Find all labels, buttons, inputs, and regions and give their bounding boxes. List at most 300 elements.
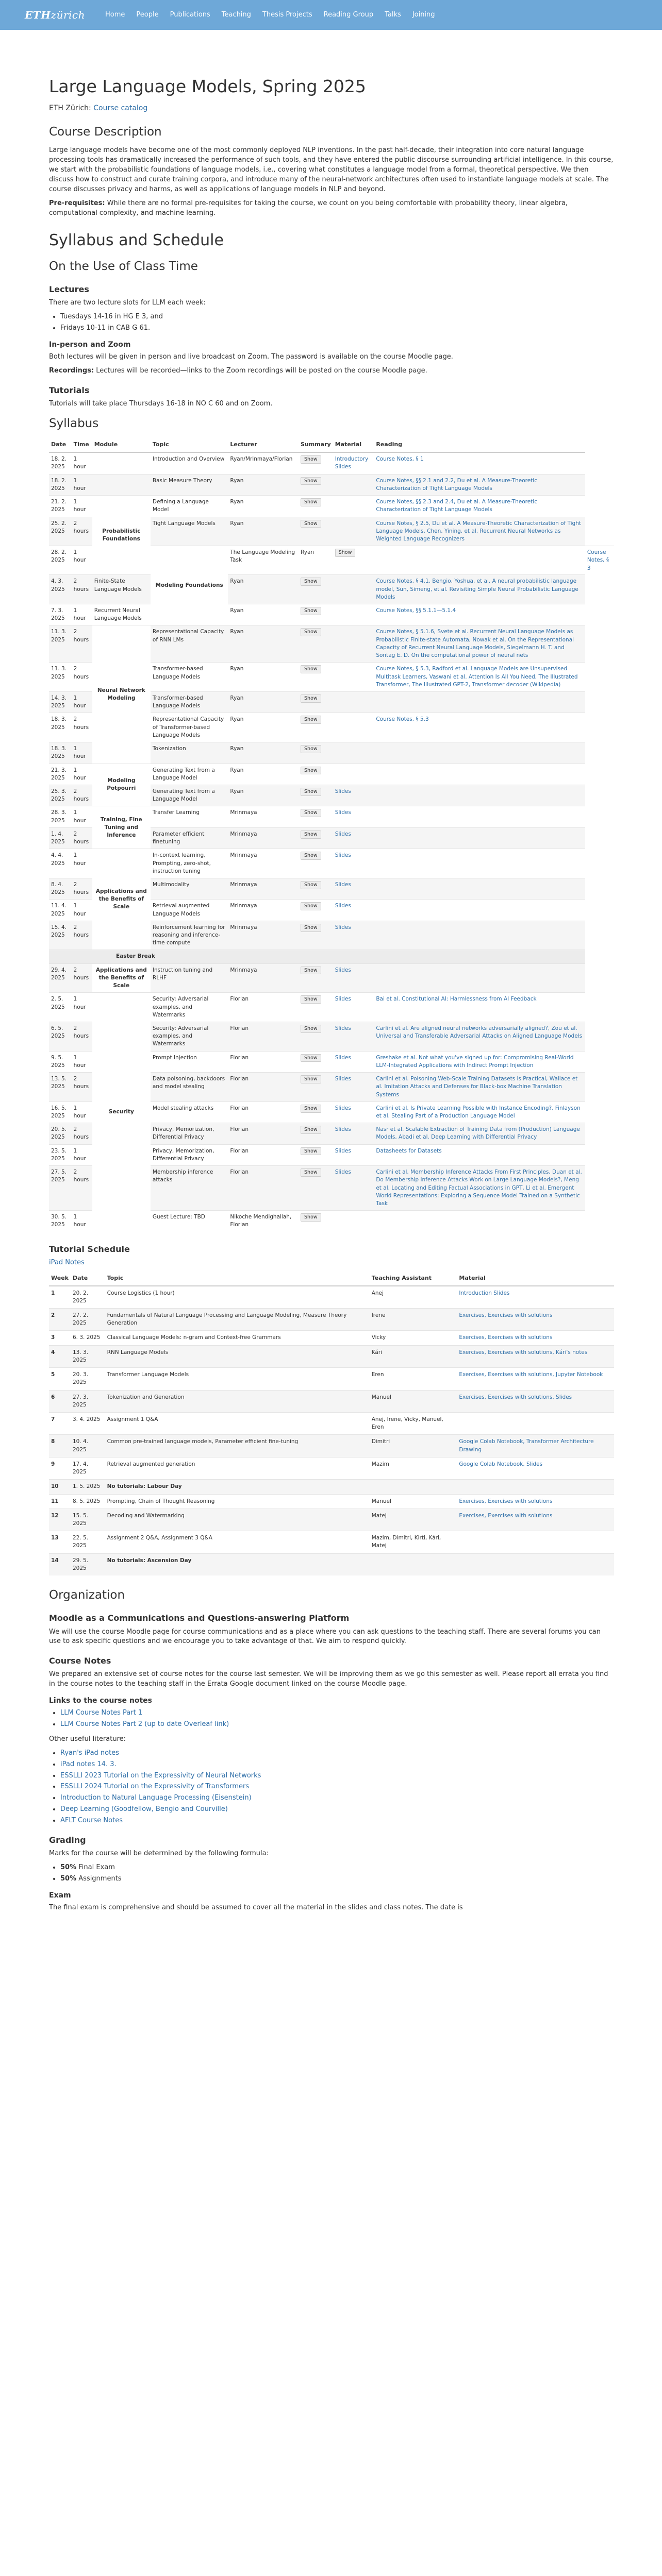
module-cell: Modeling Potpourri: [92, 764, 151, 806]
row-summary: [299, 849, 333, 878]
material-link[interactable]: Slides: [335, 1169, 351, 1176]
row-topic: Guest Lecture: TBD: [151, 1211, 228, 1232]
show-summary-button[interactable]: Show: [301, 1126, 321, 1134]
row-topic: The Language Modeling Task: [228, 546, 299, 575]
tutorials-heading: Tutorials: [49, 385, 90, 395]
row-reading: [374, 1022, 585, 1052]
row-material: [333, 993, 374, 1022]
nav-item-joining[interactable]: Joining: [412, 10, 435, 19]
tutorial-row: [49, 1531, 614, 1553]
row-material: [333, 575, 374, 604]
course-description-heading: Course Description: [49, 125, 162, 139]
syllabus-row: [49, 963, 614, 993]
row-time: 1 hour: [72, 993, 92, 1022]
row-summary: [299, 1022, 333, 1052]
row-date: 11. 3. 2025: [49, 625, 72, 663]
show-summary-button[interactable]: Show: [301, 694, 321, 703]
tutorial-material-link[interactable]: Exercises, Exercises with solutions, Slides: [459, 1394, 572, 1400]
tutorial-row: [49, 1412, 614, 1434]
row-time: 2 hours: [72, 1123, 92, 1144]
show-summary-button[interactable]: Show: [301, 665, 321, 673]
row-topic: Basic Measure Theory: [151, 474, 228, 495]
lecture-slot-1: • Tuesdays 14-16 in HG E 3, and: [60, 312, 614, 322]
tutorial-col-header: Teaching Assistant: [370, 1271, 457, 1286]
material-link[interactable]: Slides: [335, 924, 351, 930]
row-material: [333, 1051, 374, 1072]
literature-link[interactable]: Deep Learning (Goodfellow, Bengio and Courville): [60, 1805, 228, 1814]
row-topic: Representational Capacity of RNN LMs: [151, 625, 228, 663]
tutorial-ta: Irene: [370, 1309, 457, 1331]
tutorial-material: [457, 1531, 614, 1553]
row-time: 1 hour: [72, 1101, 92, 1123]
reading-link[interactable]: Greshake et al. Not what you've signed up for: Compromising Real-World LLM-Integrated Applications with Indirect Prompt Injection: [376, 1054, 574, 1069]
nav-item-thesis-projects[interactable]: Thesis Projects: [262, 10, 312, 19]
reading-link[interactable]: Course Notes, § 4.1, Bengio, Yoshua, et al. A neural probabilistic language model, Sun, Simeng, et al. Revisiting Simple Neural Probabilistic Language Models: [376, 578, 578, 600]
row-date: 28. 3. 2025: [49, 806, 72, 827]
syllabus-row: [49, 625, 614, 663]
nav-item-reading-group[interactable]: Reading Group: [323, 10, 374, 19]
tutorial-row: [49, 1286, 614, 1309]
row-topic: Introduction and Overview: [151, 452, 228, 474]
show-summary-button[interactable]: Show: [301, 1105, 321, 1113]
row-lecturer: Florian: [228, 1101, 299, 1123]
tutorial-date: 1. 5. 2025: [71, 1480, 105, 1494]
reading-link[interactable]: Course Notes, § 5.3: [376, 716, 429, 723]
row-topic: Defining a Language Model: [151, 496, 228, 517]
row-date: 14. 3. 2025: [49, 692, 72, 713]
subtitle: ETH Zürich: Course catalog: [49, 104, 148, 112]
tutorial-material-link[interactable]: Exercises, Exercises with solutions, Kári's notes: [459, 1349, 588, 1355]
material-link[interactable]: Slides: [335, 881, 351, 888]
row-time: 2 hours: [72, 921, 92, 950]
row-material: [333, 496, 374, 517]
reading-link[interactable]: Course Notes, § 5.1.6, Svete et al. Recurrent Neural Language Models as Probabilistic Finite-state Automata, Nowak et al. On the Representational Capacity of Recurrent Neural Language Models, Siegelmann H. T. and Sontag E. D. On the computational power of neural nets: [376, 629, 574, 659]
tutorial-material-link[interactable]: Exercises, Exercises with solutions: [459, 1334, 553, 1341]
tutorial-row: [49, 1480, 614, 1494]
tutorial-week: 5: [49, 1368, 71, 1390]
row-lecturer: Ryan: [228, 663, 299, 692]
row-topic: Privacy, Memorization, Differential Privacy: [151, 1123, 228, 1144]
nav-item-publications[interactable]: Publications: [170, 10, 210, 19]
reading-link[interactable]: Course Notes, § 3: [587, 549, 609, 571]
row-topic: Parameter efficient finetuning: [151, 827, 228, 849]
row-reading: [374, 517, 585, 546]
tutorial-material-link[interactable]: Exercises, Exercises with solutions: [459, 1512, 553, 1519]
row-lecturer: Ryan: [228, 742, 299, 764]
row-summary: [299, 517, 333, 546]
moodle-text: We will use the course Moodle page for course communications and as a place where you can ask questions to the teaching staff. There are several forums you can use to ask specific questions and we encourage you to take advantage of that. We aim to respond quickly.: [49, 1628, 601, 1646]
course-notes-link[interactable]: LLM Course Notes Part 1: [60, 1709, 143, 1717]
tutorial-week: 13: [49, 1531, 71, 1553]
show-summary-button[interactable]: Show: [301, 745, 321, 753]
material-link[interactable]: Slides: [335, 1054, 351, 1061]
reading-link[interactable]: Carlini et al. Are aligned neural networks adversarially aligned?, Zou et al. Universal and Transferable Adversarial Attacks on Aligned Language Models: [376, 1025, 583, 1040]
reading-link[interactable]: Carlini et al. Membership Inference Attacks From First Principles, Duan et al. Do Membership Inference Attacks Work on Large Language Models?, Meng et al. Locating and Editing Factual Associations in GPT, Li et al. Emergent World Representations: Exploring a Sequence Model Trained on a Synthetic Task: [376, 1169, 582, 1207]
reading-link[interactable]: Datasheets for Datasets: [376, 1147, 442, 1154]
show-summary-button[interactable]: Show: [301, 831, 321, 839]
row-material: [333, 764, 374, 785]
row-time: 2 hours: [72, 1022, 92, 1052]
tutorial-ta: Dimitri: [370, 1435, 457, 1457]
row-material: [333, 1144, 374, 1165]
row-date: 9. 5. 2025: [49, 1051, 72, 1072]
tutorial-topic: Common pre-trained language models, Parameter efficient fine-tuning: [105, 1435, 370, 1457]
material-link[interactable]: Slides: [335, 1147, 351, 1154]
recordings-text: Recordings: Lectures will be recorded—links to the Zoom recordings will be posted on the course Moodle page.: [49, 367, 427, 375]
show-summary-button[interactable]: Show: [301, 967, 321, 975]
material-link[interactable]: Introductory Slides: [335, 456, 369, 470]
tutorial-date: 20. 2. 2025: [71, 1286, 105, 1309]
row-time: 1 hour: [72, 452, 92, 474]
grading-text: Marks for the course will be determined by the following formula:: [49, 1850, 269, 1858]
row-date: 25. 3. 2025: [49, 785, 72, 806]
nav-item-teaching[interactable]: Teaching: [221, 10, 251, 19]
row-time: 1 hour: [72, 496, 92, 517]
row-summary: [299, 604, 333, 625]
row-topic: Generating Text from a Language Model: [151, 764, 228, 785]
material-link[interactable]: Slides: [335, 788, 351, 794]
row-material: [333, 1073, 374, 1102]
show-summary-button[interactable]: Show: [301, 788, 321, 796]
show-summary-button[interactable]: Show: [301, 1075, 321, 1083]
lecture-slot-2: • Fridays 10-11 in CAB G 61.: [60, 324, 614, 333]
tutorial-week: 12: [49, 1509, 71, 1531]
literature-link[interactable]: iPad notes 14. 3.: [60, 1760, 117, 1768]
row-time: 2 hours: [72, 963, 92, 993]
row-lecturer: Mrinmaya: [228, 827, 299, 849]
tutorial-col-header: Topic: [105, 1271, 370, 1286]
show-summary-button[interactable]: Show: [301, 520, 321, 528]
tutorial-material: [457, 1480, 614, 1494]
tutorial-material: [457, 1345, 614, 1367]
notes-links-list: [60, 1708, 614, 1730]
nav-item-talks[interactable]: Talks: [385, 10, 401, 19]
material-link[interactable]: Slides: [335, 967, 351, 973]
tutorial-material-link[interactable]: Exercises, Exercises with solutions: [459, 1498, 553, 1504]
show-summary-button[interactable]: Show: [301, 902, 321, 910]
reading-link[interactable]: Course Notes, §§ 5.1.1—5.1.4: [376, 607, 456, 614]
row-summary: [299, 1166, 333, 1211]
row-time: 1 hour: [72, 474, 92, 495]
row-topic: In-context learning, Prompting, zero-shot, instruction tuning: [151, 849, 228, 878]
lectures-heading: Lectures: [49, 284, 89, 295]
literature-link[interactable]: ESSLLI 2023 Tutorial on the Expressivity of Neural Networks: [60, 1771, 261, 1780]
show-summary-button[interactable]: Show: [301, 498, 321, 506]
material-link[interactable]: Slides: [335, 1126, 351, 1133]
row-time: 2 hours: [72, 1073, 92, 1102]
row-lecturer: Ryan: [228, 785, 299, 806]
literature-link[interactable]: Ryan's iPad notes: [60, 1749, 119, 1757]
row-time: 1 hour: [72, 900, 92, 921]
row-material: [333, 692, 374, 713]
row-topic: Recurrent Neural Language Models: [92, 604, 151, 625]
material-link[interactable]: Slides: [335, 996, 351, 1003]
row-summary: [299, 900, 333, 921]
syllabus-col-header: Date: [49, 437, 72, 452]
row-summary: [333, 546, 374, 575]
tutorial-material-link[interactable]: Google Colab Notebook, Slides: [459, 1461, 543, 1467]
tutorial-topic: Retrieval augmented generation: [105, 1457, 370, 1479]
row-summary: [299, 921, 333, 950]
row-lecturer: Florian: [228, 1051, 299, 1072]
material-link[interactable]: Slides: [335, 1025, 351, 1031]
row-time: 2 hours: [72, 575, 92, 604]
row-material: [333, 452, 374, 474]
module-cell: Security: [92, 993, 151, 1232]
row-reading: [374, 900, 585, 921]
show-summary-button[interactable]: Show: [301, 628, 321, 636]
show-summary-button[interactable]: Show: [301, 924, 321, 932]
tutorial-material: [457, 1412, 614, 1434]
grading-label: Final Exam: [76, 1863, 115, 1871]
tutorial-material: [457, 1390, 614, 1412]
reading-link[interactable]: Course Notes, §§ 2.1 and 2.2, Du et al. A Measure-Theoretic Characterization of Tight Language Models: [376, 477, 537, 492]
row-date: 27. 5. 2025: [49, 1166, 72, 1211]
syllabus-row: [49, 764, 614, 785]
course-catalog-link[interactable]: Course catalog: [93, 104, 148, 112]
show-summary-button[interactable]: Show: [301, 1168, 321, 1177]
row-lecturer: Florian: [228, 1022, 299, 1052]
row-summary: [299, 575, 333, 604]
row-topic: Finite-State Language Models: [92, 575, 151, 604]
row-topic: Representational Capacity of Transformer-based Language Models: [151, 713, 228, 742]
row-material: [333, 1101, 374, 1123]
tutorial-week: 8: [49, 1435, 71, 1457]
row-date: 11. 3. 2025: [49, 663, 72, 692]
row-reading: [374, 692, 585, 713]
tutorial-material: [457, 1494, 614, 1509]
tutorial-material: [457, 1331, 614, 1345]
row-summary: [299, 1211, 333, 1232]
row-lecturer: Florian: [228, 1166, 299, 1211]
row-topic: Model stealing attacks: [151, 1101, 228, 1123]
row-date: 21. 3. 2025: [49, 764, 72, 785]
inperson-heading: In-person and Zoom: [49, 340, 131, 349]
tutorial-material-link[interactable]: Introduction Slides: [459, 1290, 510, 1296]
show-summary-button[interactable]: Show: [301, 455, 321, 464]
row-topic: Tight Language Models: [151, 517, 228, 546]
syllabus-row: [49, 452, 614, 474]
row-time: 1 hour: [72, 849, 92, 878]
other-literature-heading: Other useful literature:: [49, 1735, 126, 1743]
tutorial-topic: Prompting, Chain of Thought Reasoning: [105, 1494, 370, 1509]
row-material: [333, 1211, 374, 1232]
class-time-heading: On the Use of Class Time: [49, 259, 198, 273]
show-summary-button[interactable]: Show: [301, 607, 321, 615]
material-link[interactable]: Slides: [335, 1105, 351, 1111]
row-lecturer: Mrinmaya: [228, 900, 299, 921]
row-lecturer: Florian: [228, 1073, 299, 1102]
tutorial-topic: Fundamentals of Natural Language Processing and Language Modeling, Measure Theory Generation: [105, 1309, 370, 1331]
show-summary-button[interactable]: Show: [301, 578, 321, 586]
row-topic: Reinforcement learning for reasoning and inference-time compute: [151, 921, 228, 950]
moodle-heading: Moodle as a Communications and Questions-answering Platform: [49, 1613, 350, 1623]
row-topic: Prompt Injection: [151, 1051, 228, 1072]
row-lecturer: Ryan: [228, 474, 299, 495]
reading-link[interactable]: Course Notes, § 5.3, Radford et al. Language Models are Unsupervised Multitask Learners, Vaswani et al. Attention Is All You Need, The Illustrated Transformer, The Illustrated GPT-2, Transformer decoder (Wikipedia): [376, 666, 578, 688]
exam-heading: Exam: [49, 1891, 71, 1900]
row-topic: Retrieval augmented Language Models: [151, 900, 228, 921]
tutorial-material-link[interactable]: Google Colab Notebook, Transformer Architecture Drawing: [459, 1438, 594, 1453]
row-material: [333, 713, 374, 742]
reading-link[interactable]: Course Notes, § 1: [376, 456, 424, 463]
show-summary-button[interactable]: Show: [301, 1054, 321, 1062]
row-material: [333, 517, 374, 546]
eth-logo[interactable]: ETHzürich: [25, 8, 85, 21]
row-date: 4. 3. 2025: [49, 575, 72, 604]
show-summary-button[interactable]: Show: [301, 1147, 321, 1156]
row-reading: [374, 878, 585, 899]
tutorial-col-header: Week: [49, 1271, 71, 1286]
row-lecturer: Mrinmaya: [228, 849, 299, 878]
row-date: 18. 3. 2025: [49, 713, 72, 742]
show-summary-button[interactable]: Show: [301, 1213, 321, 1222]
row-summary: [299, 878, 333, 899]
row-lecturer: Mrinmaya: [228, 878, 299, 899]
show-summary-button[interactable]: Show: [301, 767, 321, 775]
literature-link[interactable]: AFLT Course Notes: [60, 1817, 123, 1825]
tutorial-date: 15. 5. 2025: [71, 1509, 105, 1531]
show-summary-button[interactable]: Show: [335, 549, 356, 557]
reading-link[interactable]: Nasr et al. Scalable Extraction of Training Data from (Production) Language Models, Abadi et al. Deep Learning with Differential Privacy: [376, 1126, 580, 1141]
row-reading: [374, 1123, 585, 1144]
row-summary: [299, 1051, 333, 1072]
module-cell-empty: [92, 474, 151, 495]
material-link[interactable]: Slides: [335, 1076, 351, 1082]
row-reading: [374, 1101, 585, 1123]
material-link[interactable]: Slides: [335, 852, 351, 859]
row-summary: [299, 1144, 333, 1165]
show-summary-button[interactable]: Show: [301, 995, 321, 1004]
tutorial-row: [49, 1345, 614, 1367]
row-date: 21. 2. 2025: [49, 496, 72, 517]
tutorial-date: 22. 5. 2025: [71, 1531, 105, 1553]
tutorial-material-link[interactable]: Exercises, Exercises with solutions, Jupyter Notebook: [459, 1371, 603, 1378]
row-reading: [374, 806, 585, 827]
row-time: 2 hours: [72, 517, 92, 546]
tutorial-date: 6. 3. 2025: [71, 1331, 105, 1345]
tutorial-week: 14: [49, 1553, 71, 1575]
row-time: 1 hour: [72, 546, 92, 575]
material-link[interactable]: Slides: [335, 831, 351, 837]
reading-link[interactable]: Carlini et al. Is Private Learning Possible with Instance Encoding?, Finlayson et al. Stealing Part of a Production Language Model: [376, 1105, 581, 1119]
show-summary-button[interactable]: Show: [301, 716, 321, 724]
row-reading: [374, 452, 585, 474]
literature-list-item: [60, 1805, 614, 1815]
tutorial-date: 27. 2. 2025: [71, 1309, 105, 1331]
reading-link[interactable]: Bai et al. Constitutional AI: Harmlessness from AI Feedback: [376, 996, 537, 1003]
syllabus-col-header: Time: [72, 437, 92, 452]
reading-link[interactable]: Carlini et al. Poisoning Web-Scale Training Datasets is Practical, Wallace et al. Imitation Attacks and Defenses for Black-box Machine Translation Systems: [376, 1076, 578, 1098]
tutorial-material-link[interactable]: Exercises, Exercises with solutions: [459, 1312, 553, 1318]
literature-list-item: [60, 1782, 614, 1792]
row-date: 15. 4. 2025: [49, 921, 72, 950]
tutorial-week: 9: [49, 1457, 71, 1479]
tutorial-ta: Anej, Irene, Vicky, Manuel, Eren: [370, 1412, 457, 1434]
tutorial-row: [49, 1331, 614, 1345]
literature-list-item: [60, 1816, 614, 1826]
tutorial-week: 6: [49, 1390, 71, 1412]
row-summary: [299, 742, 333, 764]
tutorial-topic: No tutorials: Ascension Day: [105, 1553, 370, 1575]
row-reading: [374, 1051, 585, 1072]
row-reading: [374, 1211, 585, 1232]
nav-item-people[interactable]: People: [136, 10, 159, 19]
row-lecturer: Ryan: [228, 764, 299, 785]
row-summary: [299, 827, 333, 849]
tutorial-topic: Assignment 2 Q&A, Assignment 3 Q&A: [105, 1531, 370, 1553]
row-date: 16. 5. 2025: [49, 1101, 72, 1123]
row-date: 28. 2. 2025: [49, 546, 72, 575]
row-lecturer: Nikoche Mendighallah, Florian: [228, 1211, 299, 1232]
nav-item-home[interactable]: Home: [105, 10, 125, 19]
row-date: 1. 4. 2025: [49, 827, 72, 849]
tutorial-row: [49, 1435, 614, 1457]
row-reading: [374, 963, 585, 993]
tutorial-ta: [370, 1480, 457, 1494]
prerequisites-text: Pre-requisites: While there are no formal pre-requisites for taking the course, we count on you being comfortable with probability theory, linear algebra, computational complexity, and machine learning.: [49, 199, 568, 217]
syllabus-heading: Syllabus: [49, 416, 99, 430]
reading-link[interactable]: Course Notes, §§ 2.3 and 2.4, Du et al. A Measure-Theoretic Characterization of Tight Language Models: [376, 499, 537, 513]
row-material: [333, 1022, 374, 1052]
tutorial-topic: Course Logistics (1 hour): [105, 1286, 370, 1309]
course-notes-text: We prepared an extensive set of course notes for the course last semester. We will be improving them as we go this semester as well. Please report all errata you find in the course notes to the teaching staff in the Errata Google document linked on the course Moodle page.: [49, 1670, 608, 1688]
tutorial-ta: Manuel: [370, 1494, 457, 1509]
course-notes-link[interactable]: LLM Course Notes Part 2 (up to date Overleaf link): [60, 1720, 229, 1728]
row-time: 1 hour: [72, 806, 92, 827]
row-date: 2. 5. 2025: [49, 993, 72, 1022]
show-summary-button[interactable]: Show: [301, 1025, 321, 1033]
row-material: [333, 921, 374, 950]
row-date: 7. 3. 2025: [49, 604, 72, 625]
row-summary: [299, 452, 333, 474]
material-link[interactable]: Slides: [335, 809, 351, 816]
row-time: 1 hour: [72, 604, 92, 625]
notes-links-heading: Links to the course notes: [49, 1697, 153, 1705]
row-topic: Security: Adversarial examples, and Watermarks: [151, 993, 228, 1022]
tutorial-material: [457, 1286, 614, 1309]
tutorial-date: 17. 4. 2025: [71, 1457, 105, 1479]
easter-break-row: [49, 950, 614, 963]
row-summary: [299, 993, 333, 1022]
row-material: [333, 1123, 374, 1144]
row-summary: [299, 806, 333, 827]
reading-link[interactable]: Course Notes, § 2.5, Du et al. A Measure-Theoretic Characterization of Tight Language Models, Chen, Yining, et al. Recurrent Neural Networks as Weighted Language Recognizers: [376, 520, 581, 542]
tutorial-topic: Decoding and Watermarking: [105, 1509, 370, 1531]
exam-text: The final exam is comprehensive and should be assumed to cover all the material in the slides and class notes. The date is: [49, 1903, 463, 1911]
material-link[interactable]: Slides: [335, 903, 351, 909]
show-summary-button[interactable]: Show: [301, 881, 321, 889]
row-lecturer: Ryan: [228, 517, 299, 546]
row-lecturer: Mrinmaya: [228, 963, 299, 993]
literature-link[interactable]: ESSLLI 2024 Tutorial on the Expressivity of Transformers: [60, 1783, 250, 1791]
lectures-intro: There are two lecture slots for LLM each week:: [49, 299, 206, 307]
literature-link[interactable]: Introduction to Natural Language Processing (Eisenstein): [60, 1794, 252, 1802]
row-summary: [299, 785, 333, 806]
syllabus-row: [49, 849, 614, 878]
row-material: [333, 878, 374, 899]
show-summary-button[interactable]: Show: [301, 477, 321, 485]
show-summary-button[interactable]: Show: [301, 852, 321, 860]
inperson-text: Both lectures will be given in person and live broadcast on Zoom. The password is available on the course Moodle page.: [49, 353, 453, 361]
tutorial-week: 11: [49, 1494, 71, 1509]
row-material: [333, 900, 374, 921]
ipad-notes-link[interactable]: iPad Notes: [49, 1258, 85, 1266]
row-topic: Privacy, Memorization, Differential Privacy: [151, 1144, 228, 1165]
row-lecturer: Ryan: [228, 692, 299, 713]
show-summary-button[interactable]: Show: [301, 809, 321, 817]
row-topic: Transfer Learning: [151, 806, 228, 827]
